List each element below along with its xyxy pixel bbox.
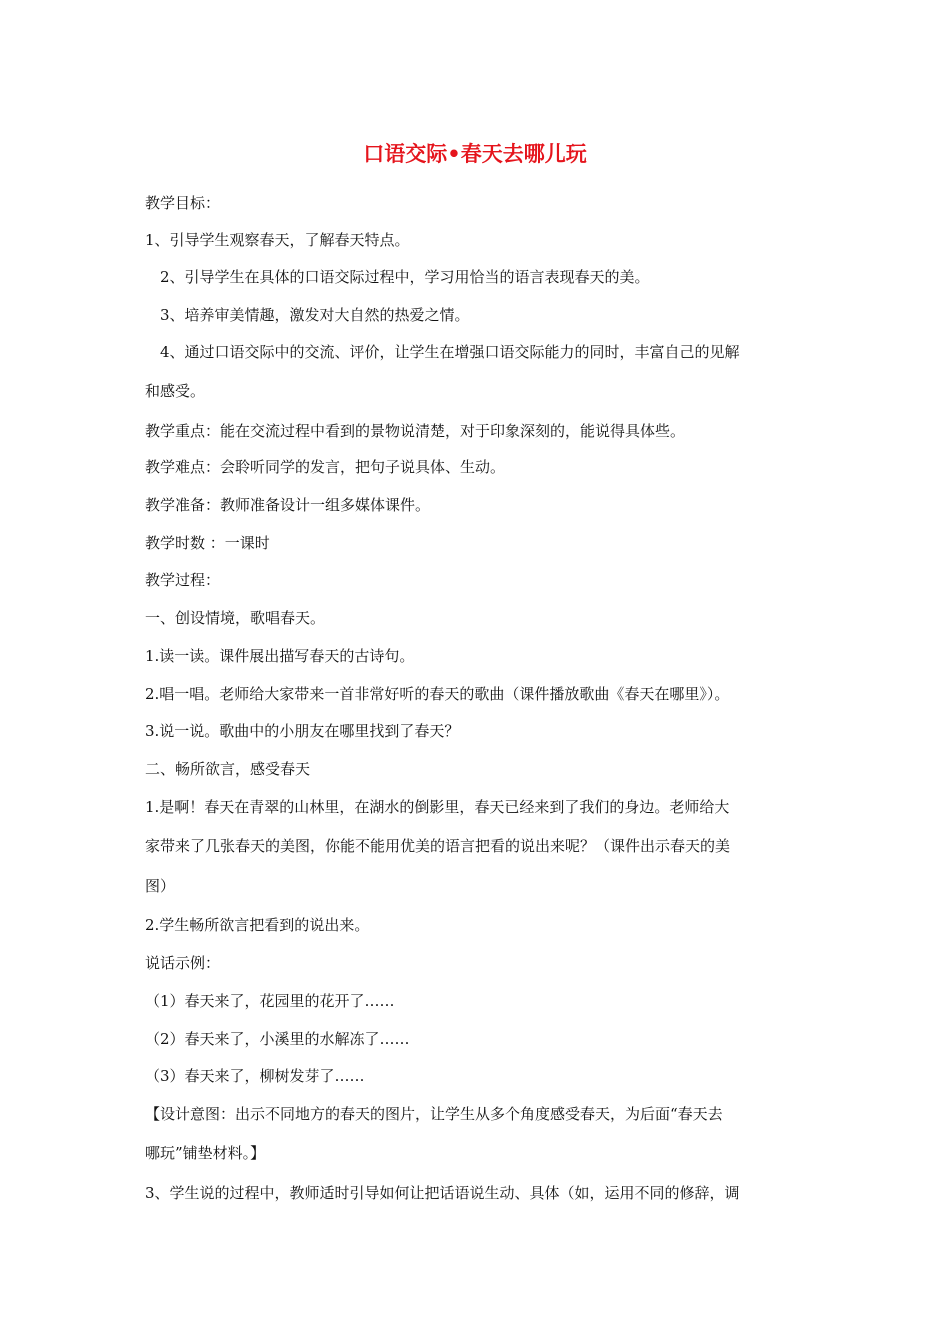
text-line: （3）春天来了，柳树发芽了…… [145, 1067, 365, 1085]
text-line: 家带来了几张春天的美图，你能不能用优美的语言把看的说出来呢？（课件出示春天的美 [145, 837, 731, 855]
text-line: 二、畅所欲言，感受春天 [145, 760, 311, 778]
text-line: 教学过程： [145, 571, 221, 589]
text-line: 1、引导学生观察春天，了解春天特点。 [145, 231, 410, 249]
text-line: 哪玩”铺垫材料。】 [145, 1144, 266, 1162]
text-line: 4、通过口语交际中的交流、评价，让学生在增强口语交际能力的同时，丰富自己的见解 [160, 343, 740, 361]
text-line: 教学重点：能在交流过程中看到的景物说清楚，对于印象深刻的，能说得具体些。 [145, 422, 686, 440]
text-line: 教学时数 ：一课时 [145, 534, 270, 552]
text-line: 3、培养审美情趣，激发对大自然的热爱之情。 [160, 306, 470, 324]
text-line: 2、引导学生在具体的口语交际过程中，学习用恰当的语言表现春天的美。 [160, 268, 650, 286]
text-line: 1.是啊！春天在青翠的山林里，在湖水的倒影里，春天已经来到了我们的身边。老师给大 [145, 798, 730, 816]
text-line: 2.唱一唱。老师给大家带来一首非常好听的春天的歌曲（课件播放歌曲《春天在哪里》）。 [145, 685, 730, 703]
text-line: 1.读一读。课件展出描写春天的古诗句。 [145, 647, 415, 665]
text-line: 3、学生说的过程中，教师适时引导如何让把话语说生动、具体（如，运用不同的修辞，调 [145, 1184, 740, 1202]
text-line: 【设计意图：出示不同地方的春天的图片，让学生从多个角度感受春天，为后面“春天去 [145, 1105, 723, 1123]
text-line: （2）春天来了，小溪里的水解冻了…… [145, 1030, 410, 1048]
text-line: 教学目标： [145, 194, 221, 212]
text-line: 说话示例： [145, 954, 221, 972]
text-line: 一、创设情境，歌唱春天。 [145, 609, 326, 627]
text-line: （1）春天来了，花园里的花开了…… [145, 992, 395, 1010]
document-title: 口语交际•春天去哪儿玩 [363, 142, 587, 166]
text-line: 教学准备：教师准备设计一组多媒体课件。 [145, 496, 431, 514]
text-line: 3.说一说。歌曲中的小朋友在哪里找到了春天？ [145, 722, 460, 740]
text-line: 图） [145, 877, 176, 895]
text-line: 和感受。 [145, 382, 206, 400]
text-line: 教学难点：会聆听同学的发言，把句子说具体、生动。 [145, 458, 506, 476]
text-line: 2.学生畅所欲言把看到的说出来。 [145, 916, 370, 934]
